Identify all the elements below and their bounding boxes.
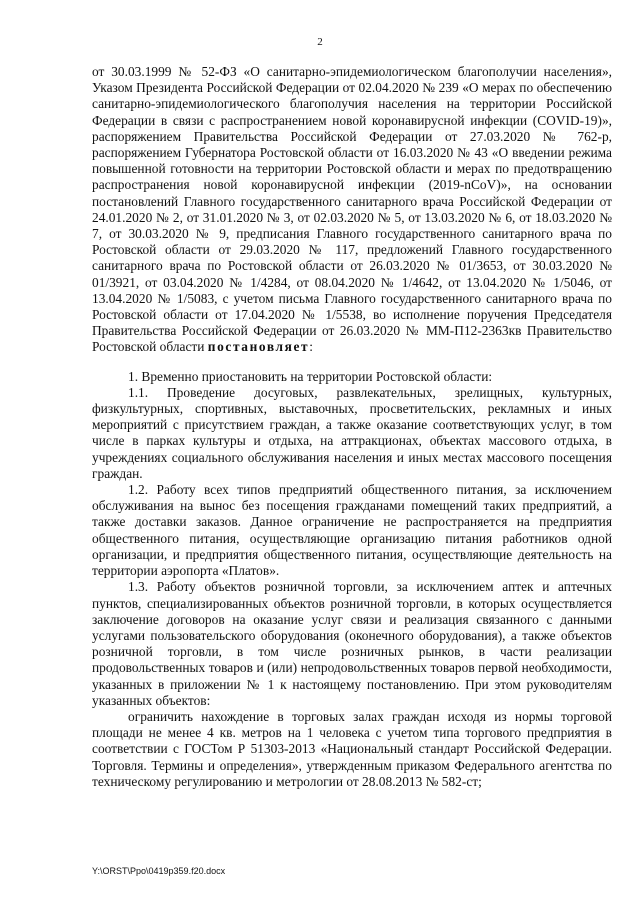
item-1-1: 1.1. Проведение досуговых, развлекательных, зрелищных, культурных, физкультурных, спортивных, выставочных, просветительских, рекламных и иных мероприятий с присутствием граждан, а также оказание соответствующих услуг, в том числе в парках культуры и отдыха, на аттракционах, объектах массового отдыха, в учреждениях социального обслуживания населения и иных местах массового посещения граждан. xyxy=(92,384,612,481)
item-1: 1. Временно приостановить на территории Ростовской области: xyxy=(128,368,493,384)
intro-tail: : xyxy=(309,339,313,355)
item-1-3: 1.3. Работу объектов розничной торговли, за исключением аптек и аптечных пунктов, специализированных объектов розничной торговли, в которых осуществляется заключение договоров на оказание услуг связи и реализация связанного с данными услугами пользовательского оборудования (оконечного оборудования), а также объектов розничной торговли, в том числе розничных рынков, в части реализации продовольственных товаров и (или) непродовольственных товаров первой необходимости, указанных в приложении № 1 к настоящему постановлению. При этом руководителям указанных объектов: xyxy=(92,579,612,708)
item-1-3-sub: ограничить нахождение в торговых залах граждан исходя из нормы торговой площади не менее 4 кв. метров на 1 человека с учетом типа торгового предприятия в соответствии с ГОСТом Р 51303-2013 «Национальный стандарт Российской Федерации. Торговля. Термины и определения», утвержденным приказом Федерального агентства по техническому регулированию и метрологии от 28.08.2013 № 582-ст; xyxy=(92,708,612,789)
intro-paragraph xyxy=(92,64,612,356)
resolves-word: постановляет xyxy=(207,339,310,355)
item-1-2: 1.2. Работу всех типов предприятий общественного питания, за исключением обслуживания на вынос без посещения гражданами помещений таких предприятий, а также доставки заказов. Данное ограничение не распространяется на предприятия общественного питания, осуществляющие организацию питания работников одной организации, и предприятия общественного питания, осуществляющие деятельность на территории аэропорта «Платов». xyxy=(92,482,612,579)
page-number: 2 xyxy=(317,36,323,48)
file-path-footer: Y:\ORST\Ppo\0419p359.f20.docx xyxy=(92,866,226,876)
document-body xyxy=(92,64,612,790)
intro-text: от 30.03.1999 № 52-ФЗ «О санитарно-эпидемиологическом благополучии населения», Указом Президента Российской Федерации от 02.04.2020 № 239 «О мерах по обеспечению санитарно-эпидемиологического благополучия населения на территории Российской Федерации в связи с распространением новой коронавирусной инфекции (COVID-19)», распоряжением Правительства Российской Федерации от 27.03.2020 № 762-р, распоряжением Губернатора Ростовской области от 16.03.2020 № 43 «О введении режима повышенной готовности на территории Ростовской области и мерах по предотвращению распространения новой коронавирусной инфекции (2019-nCoV)», на основании постановлений Главного государственного санитарного врача Российской Федерации от 24.01.2020 № 2, от 31.01.2020 № 3, от 02.03.2020 № 5, от 13.03.2020 № 6, от 18.03.2020 № 7, от 30.03.2020 № 9, предписания Главного государственного санитарного врача по Ростовской области от 29.03.2020 № 117, предложений Главного государственного санитарного врача по Ростовской области от 26.03.2020 № 01/3653, от 30.03.2020 № 01/3921, от 03.04.2020 № 1/4284, от 08.04.2020 № 1/4642, от 13.04.2020 № 1/5046, от 13.04.2020 № 1/5083, с учетом письма Главного государственного санитарного врача по Ростовской области от 17.04.2020 № 1/5538, во исполнение поручения Председателя Правительства Российской Федерации от 26.03.2020 № ММ-П12-2363кв Правительство Ростовской области xyxy=(92,64,612,355)
